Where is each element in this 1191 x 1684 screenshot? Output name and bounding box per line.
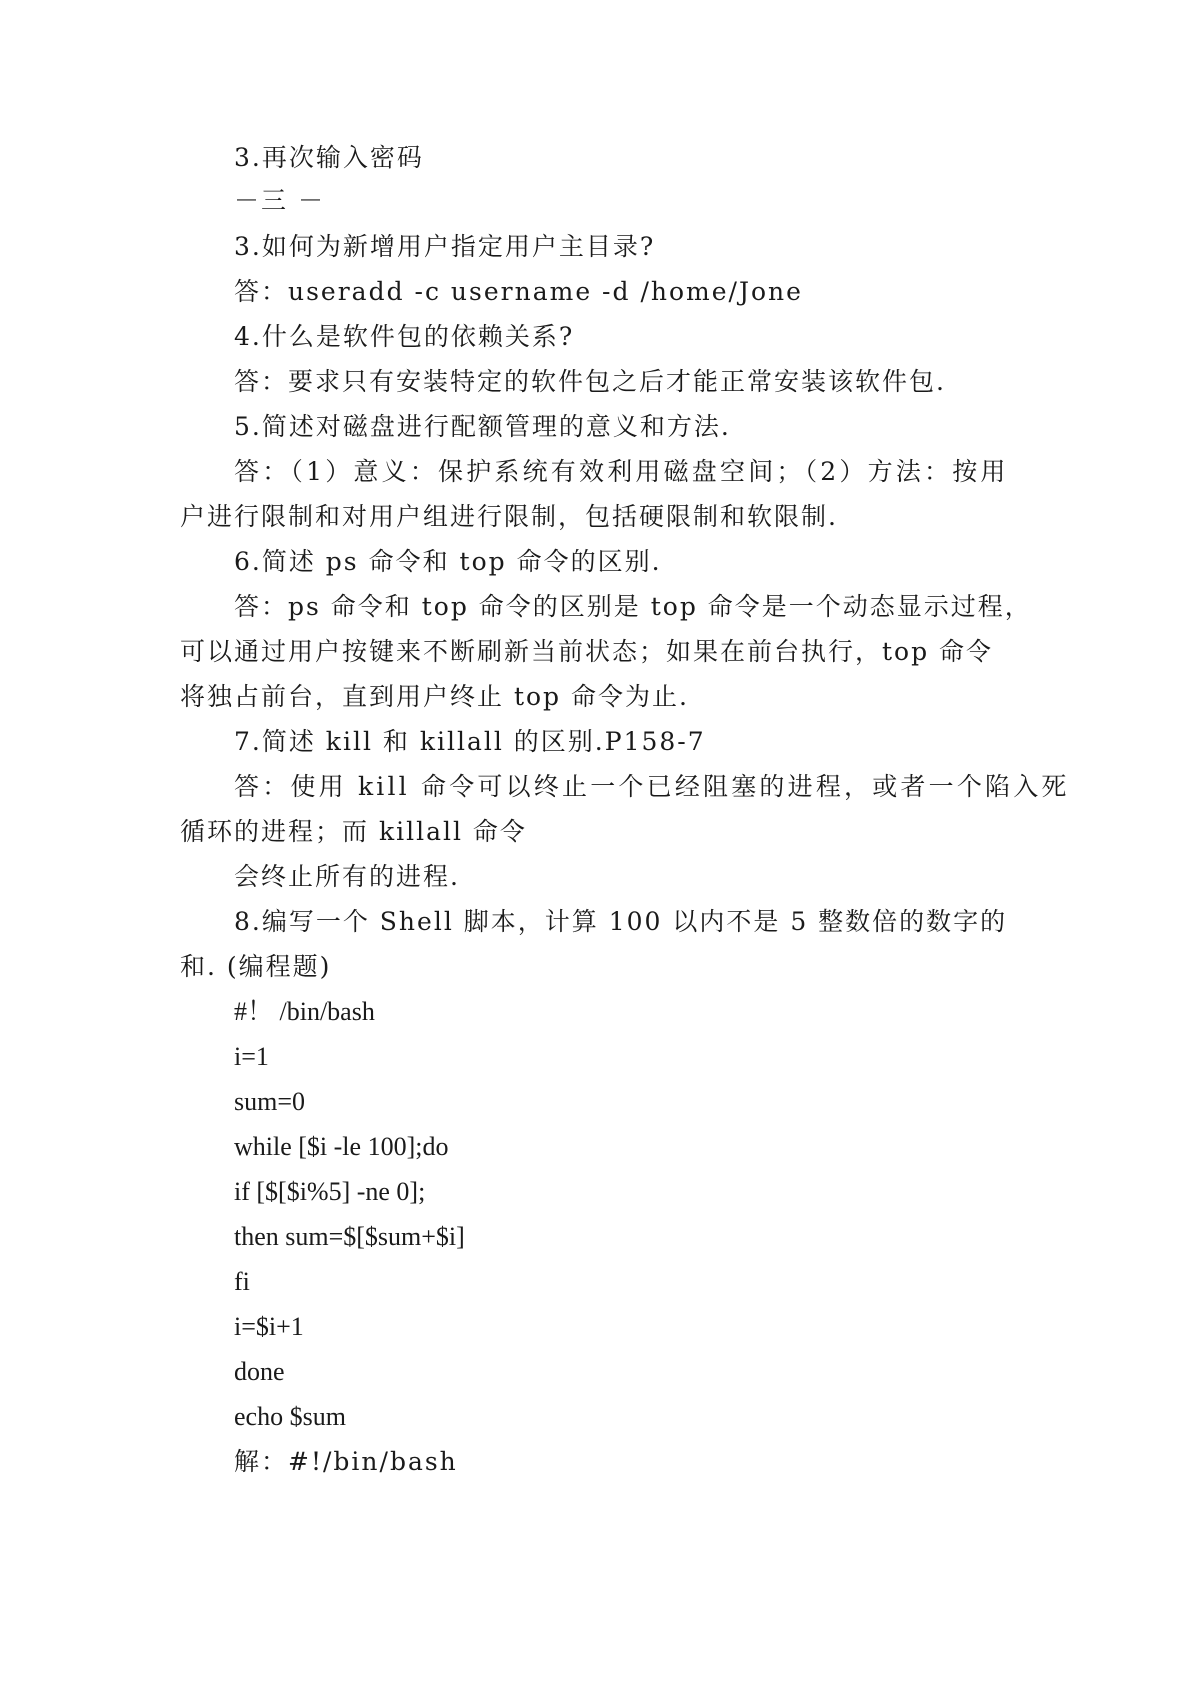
answer-6-line-2: 可以通过用户按键来不断刷新当前状态；如果在前台执行，top 命令 — [180, 637, 994, 666]
question-3: 3.如何为新增用户指定用户主目录? — [234, 232, 656, 261]
code-line: sum=0 — [234, 1087, 306, 1116]
answer-6-line-1: 答：ps 命令和 top 命令的区别是 top 命令是一个动态显示过程， — [234, 592, 1032, 621]
page-number-marker: －三 － — [234, 186, 325, 215]
answer-6-line-3: 将独占前台，直到用户终止 top 命令为止. — [180, 682, 689, 711]
question-8-line-1: 8.编写一个 Shell 脚本，计算 100 以内不是 5 整数倍的数字的 — [234, 907, 1008, 936]
code-line: while [$i -le 100];do — [234, 1132, 449, 1161]
answer-3: 答：useradd -c username -d /home/Jone — [234, 277, 803, 306]
question-4: 4.什么是软件包的依赖关系? — [234, 322, 575, 351]
answer-7-line-1: 答：使用 kill 命令可以终止一个已经阻塞的进程，或者一个陷入死 — [234, 772, 1070, 801]
code-line: echo $sum — [234, 1402, 346, 1431]
code-line: then sum=$[$sum+$i] — [234, 1222, 465, 1251]
answer-5-line-2: 户进行限制和对用户组进行限制，包括硬限制和软限制. — [180, 502, 838, 531]
question-7: 7.简述 kill 和 killall 的区别.P158-7 — [234, 727, 706, 756]
question-5: 5.简述对磁盘进行配额管理的意义和方法. — [234, 412, 731, 441]
question-8-line-2: 和. (编程题) — [180, 952, 332, 981]
answer-7-line-3: 会终止所有的进程. — [234, 862, 460, 891]
code-line: if [$[$i%5] -ne 0]; — [234, 1177, 426, 1206]
answer-4: 答：要求只有安装特定的软件包之后才能正常安装该软件包. — [234, 367, 946, 396]
code-line: fi — [234, 1267, 250, 1296]
text-line: 3.再次输入密码 — [234, 143, 424, 172]
code-line: i=1 — [234, 1042, 269, 1071]
question-6: 6.简述 ps 命令和 top 命令的区别. — [234, 547, 662, 576]
solution-line: 解：#!/bin/bash — [234, 1447, 458, 1476]
code-line: done — [234, 1357, 285, 1386]
answer-7-line-2: 循环的进程；而 killall 命令 — [180, 817, 527, 846]
code-line: #！ /bin/bash — [234, 997, 375, 1026]
code-line: i=$i+1 — [234, 1312, 304, 1341]
answer-5-line-1: 答：（1）意义：保护系统有效利用磁盘空间；（2）方法：按用 — [234, 457, 1009, 486]
